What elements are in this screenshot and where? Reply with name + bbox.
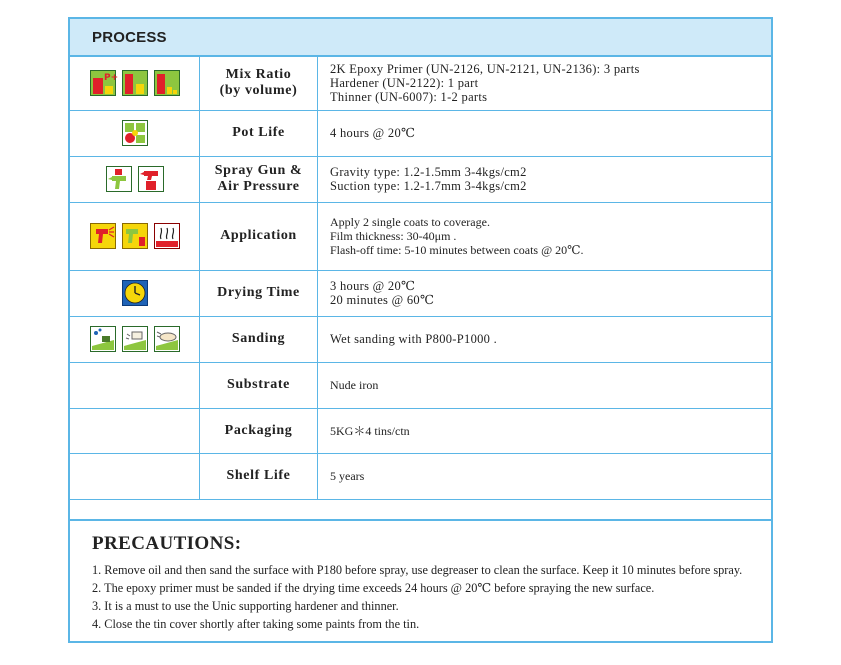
- mix-ratio-thinner-icon: [154, 70, 180, 96]
- process-table: [70, 57, 771, 500]
- row-value: 3 hours @ 20℃ 20 minutes @ 60℃: [318, 270, 772, 316]
- row-label: Application: [200, 202, 318, 270]
- row-label: Mix Ratio (by volume): [200, 57, 318, 110]
- precautions-title: PRECAUTIONS:: [92, 533, 242, 554]
- table-row: [70, 270, 771, 316]
- row-icons: [70, 202, 200, 270]
- row-label: Sanding: [200, 316, 318, 362]
- list-item: 4. Close the tin cover shortly after taking some paints from the tin.: [92, 617, 420, 631]
- row-value: Nude iron: [318, 362, 772, 408]
- svg-text:P+: P+: [103, 73, 118, 84]
- row-icons: [70, 408, 200, 453]
- row-icons: [70, 270, 200, 316]
- table-row: [70, 110, 771, 156]
- sanding-block-icon: [122, 326, 148, 352]
- hand-sanding-icon: [154, 326, 180, 352]
- row-label: Pot Life: [200, 110, 318, 156]
- flash-off-icon: [154, 223, 180, 249]
- list-item: 1. Remove oil and then sand the surface with P180 before spray, use degreaser to clean the surface. Keep it 10 minutes before spray.: [92, 563, 743, 577]
- row-icons: [70, 156, 200, 202]
- row-label: Packaging: [200, 408, 318, 453]
- clock-icon: [122, 280, 148, 306]
- row-label: Substrate: [200, 362, 318, 408]
- process-header: [70, 19, 771, 57]
- row-label: Drying Time: [200, 270, 318, 316]
- table-row: [70, 453, 771, 499]
- table-row: [70, 202, 771, 270]
- row-label: Spray Gun & Air Pressure: [200, 156, 318, 202]
- precautions-section: [70, 519, 771, 643]
- row-icons: [70, 57, 200, 110]
- process-sheet: [68, 17, 773, 643]
- table-row: [70, 57, 771, 110]
- process-title: PROCESS: [92, 28, 167, 46]
- table-row: [70, 362, 771, 408]
- mix-ratio-3-parts-icon: [90, 70, 116, 96]
- row-value: 5KG＊4 tins/ctn: [318, 408, 772, 453]
- row-value: 5 years: [318, 453, 772, 499]
- mix-ratio-1-part-icon: [122, 70, 148, 96]
- row-value: Wet sanding with P800-P1000 .: [318, 316, 772, 362]
- row-label: Shelf Life: [200, 453, 318, 499]
- row-icons: [70, 110, 200, 156]
- wet-sanding-icon: [90, 326, 116, 352]
- row-value: 4 hours @ 20℃: [318, 110, 772, 156]
- row-icons: [70, 316, 200, 362]
- table-row: [70, 316, 771, 362]
- film-thickness-icon: [122, 223, 148, 249]
- row-value: Gravity type: 1.2-1.5mm 3-4kgs/cm2 Suction type: 1.2-1.7mm 3-4kgs/cm2: [318, 156, 772, 202]
- suction-spray-gun-icon: [138, 166, 164, 192]
- table-row: [70, 156, 771, 202]
- row-icons: [70, 362, 200, 408]
- spray-coats-icon: [90, 223, 116, 249]
- pot-life-icon: [122, 120, 148, 146]
- precautions-list: [92, 561, 742, 633]
- list-item: 3. It is a must to use the Unic supporting hardener and thinner.: [92, 599, 399, 613]
- table-row: [70, 408, 771, 453]
- list-item: 2. The epoxy primer must be sanded if the drying time exceeds 24 hours @ 20℃ before spraying the new surface.: [92, 581, 655, 595]
- gravity-spray-gun-icon: [106, 166, 132, 192]
- row-value: Apply 2 single coats to coverage. Film thickness: 30-40μm . Flash-off time: 5-10 minutes between coats @ 20℃.: [318, 202, 772, 270]
- row-icons: [70, 453, 200, 499]
- row-value: 2K Epoxy Primer (UN-2126, UN-2121, UN-2136): 3 parts Hardener (UN-2122): 1 part Thinner (UN-6007): 1-2 parts: [318, 57, 772, 110]
